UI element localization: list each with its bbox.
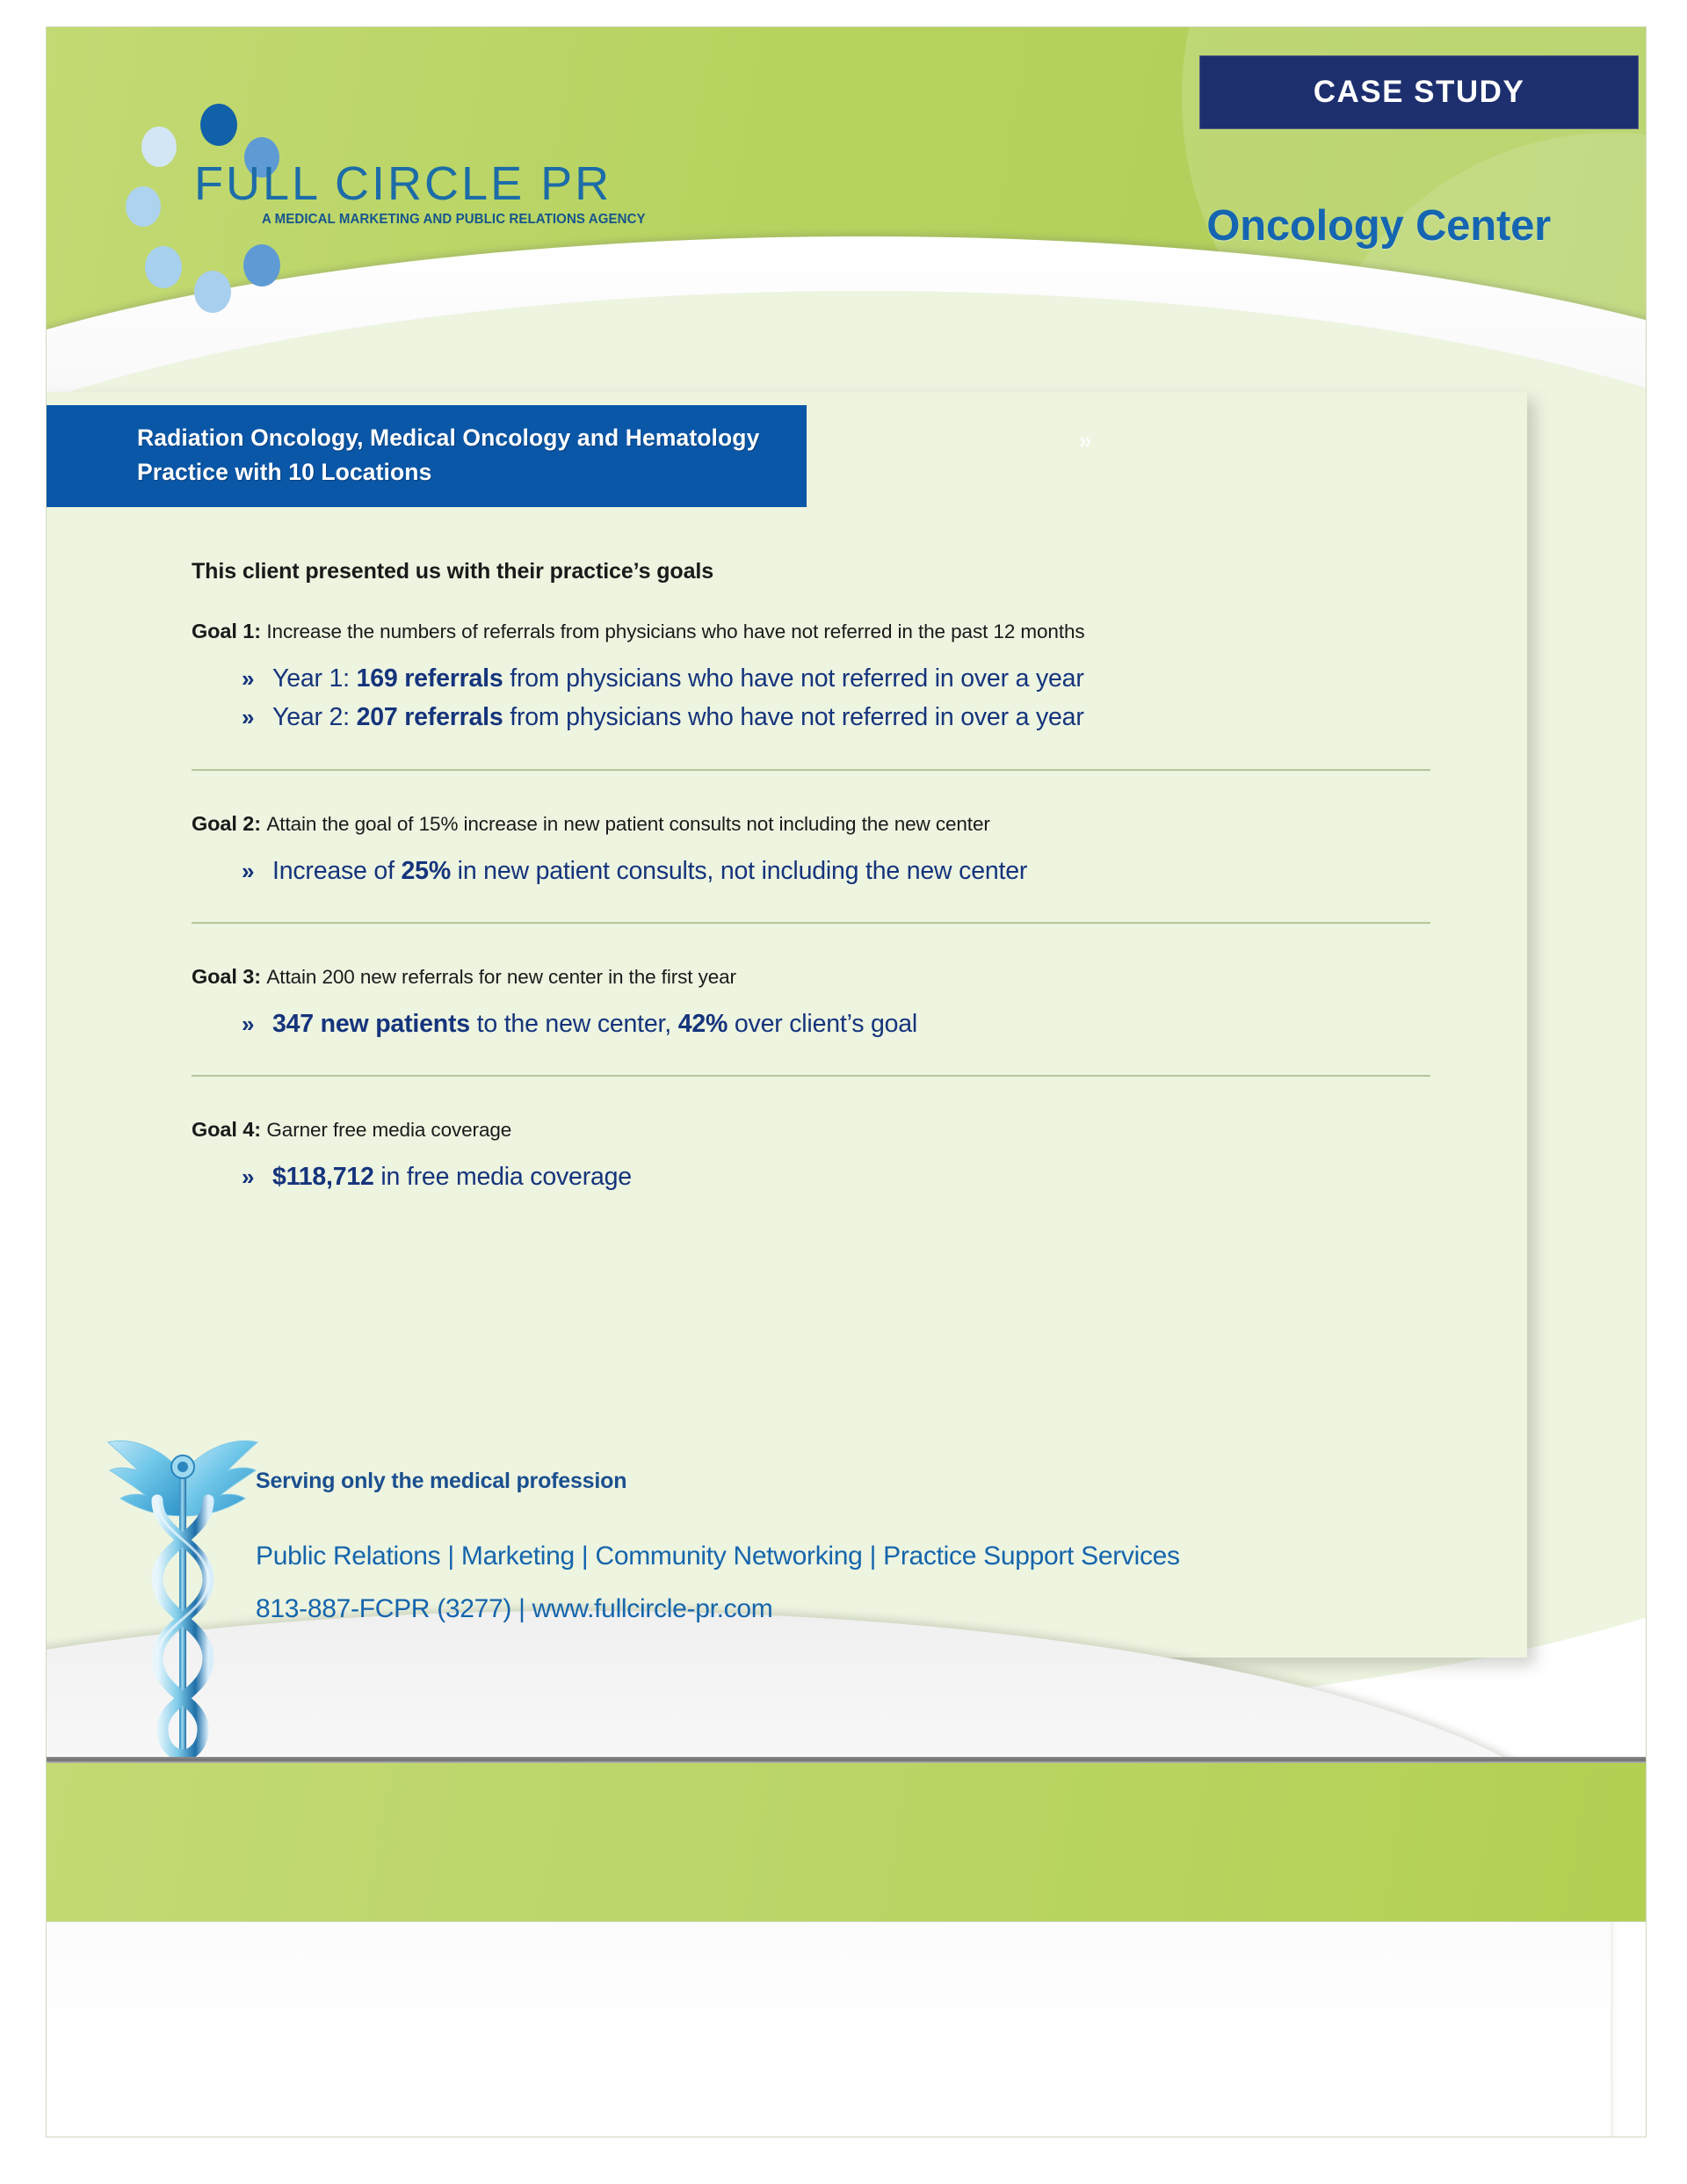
footer-services-list: Public Relations | Marketing | Community Networking | Practice Support Services bbox=[256, 1542, 1180, 1571]
goal-result-text: $118,712 in free media coverage bbox=[272, 1163, 632, 1192]
logo-dot-light-blue-icon bbox=[126, 186, 161, 227]
company-logo bbox=[126, 76, 706, 251]
logo-dot-dark-blue-icon bbox=[200, 104, 237, 146]
goal-result bbox=[192, 853, 1430, 889]
goal-result bbox=[192, 1159, 1430, 1194]
goal-result-metric: $118,712 bbox=[272, 1163, 374, 1192]
goal-result-metric: 207 referrals bbox=[356, 703, 503, 732]
logo-tagline: A MEDICAL MARKETING AND PUBLIC RELATIONS AGENCY bbox=[262, 212, 646, 227]
goals-list bbox=[192, 616, 1430, 1195]
goal-block bbox=[192, 809, 1430, 889]
case-study-badge-label: CASE STUDY bbox=[1313, 75, 1525, 109]
goal-result-metric: 25% bbox=[401, 856, 451, 885]
goal-divider bbox=[192, 922, 1430, 925]
footer-green-band bbox=[47, 1763, 1647, 1922]
goal-result-metric: 169 referrals bbox=[356, 664, 503, 693]
goal-description: Goal 4: Garner free media coverage bbox=[192, 1118, 512, 1142]
footer-tagline: Serving only the medical profession bbox=[256, 1469, 627, 1493]
footer-contact-line[interactable]: 813-887-FCPR (3277) | www.fullcircle-pr.com bbox=[256, 1594, 773, 1623]
content-card bbox=[46, 392, 1527, 1658]
goal-result bbox=[192, 661, 1430, 696]
goal-block bbox=[192, 961, 1430, 1041]
chevron-double-right-icon: » bbox=[242, 664, 255, 692]
goal-block bbox=[192, 616, 1430, 736]
goal-block bbox=[192, 1114, 1430, 1194]
chevron-double-right-icon: » bbox=[242, 1164, 255, 1191]
goal-label: Goal 1: bbox=[192, 620, 267, 642]
goal-result bbox=[192, 700, 1430, 735]
goals-content bbox=[192, 559, 1430, 1202]
goal-description: Goal 2: Attain the goal of 15% increase in new patient consults not including the new center bbox=[192, 811, 990, 835]
goal-divider bbox=[192, 1075, 1430, 1077]
goal-result-text: Year 1: 169 referrals from physicians who have not referred in over a year bbox=[272, 664, 1084, 693]
goal-description: Goal 1: Increase the numbers of referrals from physicians who have not referred in the past 12 months bbox=[192, 620, 1085, 642]
logo-wordmark: FULL CIRCLE PR bbox=[194, 157, 612, 210]
goal-label: Goal 4: bbox=[192, 1118, 267, 1142]
goal-result-text: Year 2: 207 referrals from physicians who have not referred in over a year bbox=[272, 703, 1084, 732]
chevron-double-right-icon: » bbox=[242, 857, 255, 884]
footer-text-block bbox=[256, 1469, 1486, 1624]
case-study-badge bbox=[1199, 55, 1639, 129]
chevron-double-right-icon: » bbox=[242, 704, 255, 731]
chevron-double-right-icon: » bbox=[242, 1010, 255, 1037]
logo-dot-light-blue-2-icon bbox=[145, 246, 182, 288]
goal-result-text: Increase of 25% in new patient consults, not including the new center bbox=[272, 856, 1028, 885]
page-title: Oncology Center bbox=[1206, 202, 1551, 250]
goal-result-metric-secondary: 42% bbox=[677, 1009, 728, 1038]
practice-banner: Radiation Oncology, Medical Oncology and Hematology Practice with 10 Locations bbox=[46, 405, 807, 507]
goal-divider bbox=[192, 769, 1430, 772]
goals-lead-text: This client presented us with their practice’s goals bbox=[192, 559, 714, 584]
goal-result-text: 347 new patients to the new center, 42% over client’s goal bbox=[272, 1009, 918, 1038]
chevron-watermark-icon: » bbox=[1079, 427, 1092, 453]
goal-description: Goal 3: Attain 200 new referrals for new center in the first year bbox=[192, 965, 736, 989]
logo-dot-light-blue-3-icon bbox=[194, 271, 231, 313]
goal-label: Goal 3: bbox=[192, 965, 267, 989]
goal-result-metric: 347 new patients bbox=[272, 1009, 470, 1038]
goal-label: Goal 2: bbox=[192, 811, 267, 835]
page-sheet bbox=[46, 26, 1647, 2137]
caduceus-icon bbox=[99, 1432, 266, 1774]
logo-dot-mid-blue-2-icon bbox=[243, 244, 280, 287]
goal-result bbox=[192, 1006, 1430, 1041]
footer-divider bbox=[47, 1757, 1647, 1763]
logo-dot-pale-blue-icon bbox=[141, 127, 177, 167]
